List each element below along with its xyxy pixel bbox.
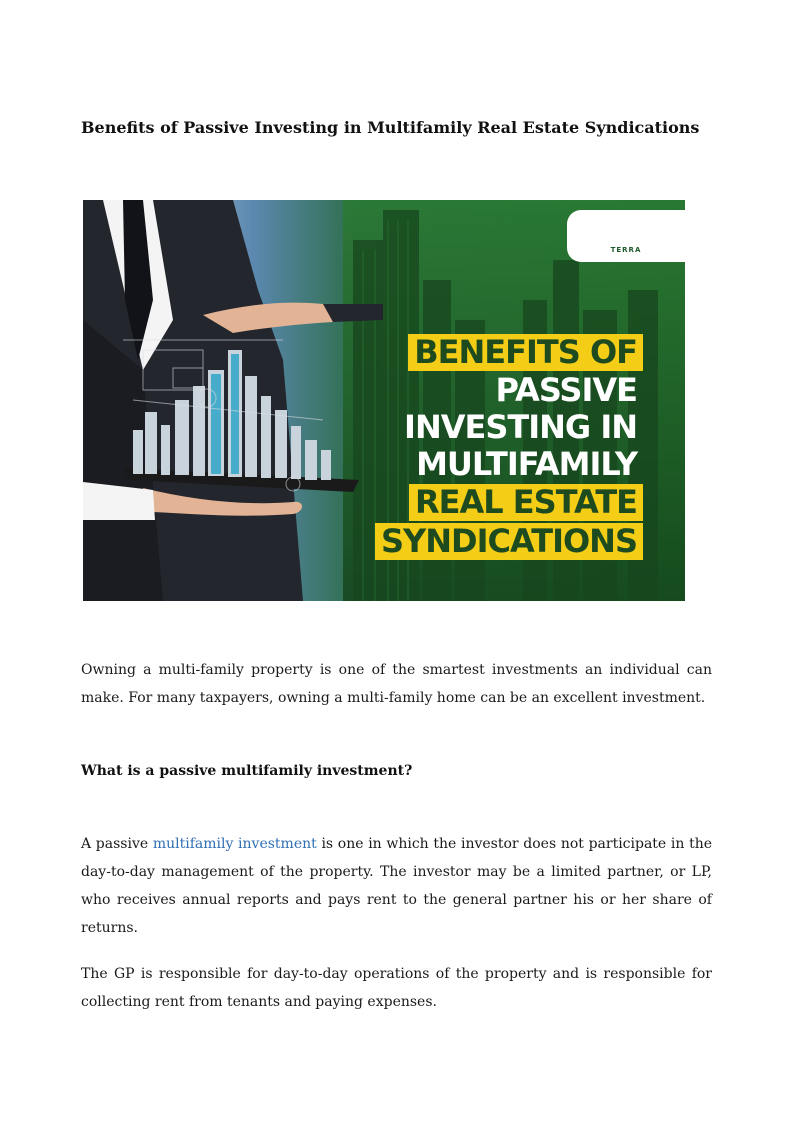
multifamily-investment-link[interactable]: multifamily investment <box>152 836 317 852</box>
terra-logo <box>567 210 685 262</box>
hero-line: REAL ESTATE <box>409 484 643 521</box>
paragraph-text: A passive <box>81 836 153 852</box>
hero-line: PASSIVE <box>495 371 637 409</box>
definition-paragraph <box>81 830 712 942</box>
paragraph-text: is one in which the investor does not participate in the day-to-day management of the property. The investor may be a limited partner, or LP, who receives annual reports and pays rent to the general partner his or her share of returns. <box>81 836 713 936</box>
hero-headline <box>375 333 643 561</box>
hero-line: SYNDICATIONS <box>375 523 643 560</box>
logo-text: TERRA <box>610 246 642 254</box>
gp-paragraph: The GP is responsible for day-to-day operations of the property and is responsible for collecting rent from tenants and paying expenses. <box>81 966 712 1010</box>
page-title: Benefits of Passive Investing in Multifamily Real Estate Syndications <box>81 118 700 137</box>
hero-line: BENEFITS OF <box>408 334 643 371</box>
section-heading: What is a passive multifamily investment? <box>81 763 413 779</box>
hero-banner-image <box>83 200 685 601</box>
intro-paragraph: Owning a multi-family property is one of the smartest investments an individual can make. For many taxpayers, owning a multi-family home can be an excellent investment. <box>81 662 712 706</box>
hero-line: INVESTING IN <box>404 408 637 446</box>
hero-line: MULTIFAMILY <box>416 445 637 483</box>
